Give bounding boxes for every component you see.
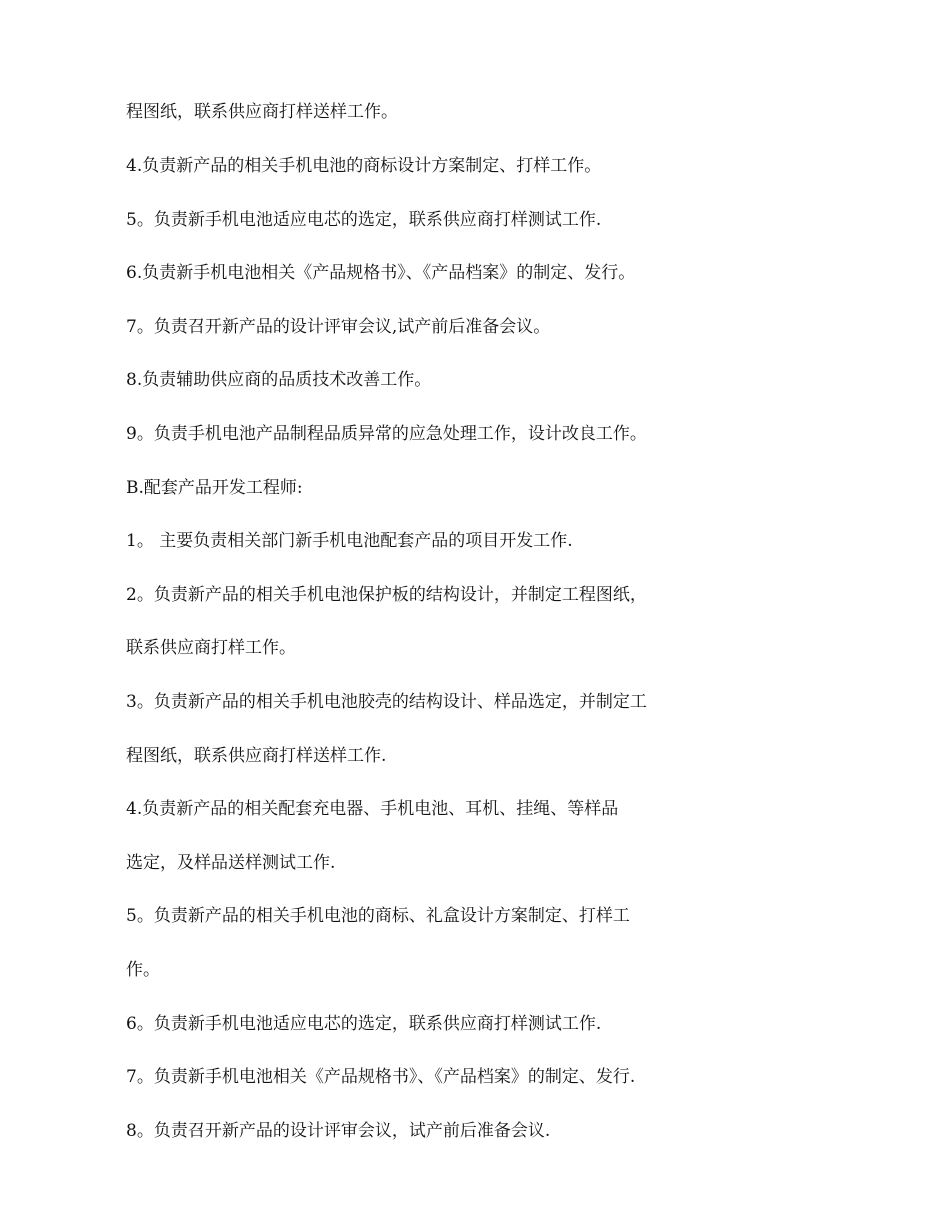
text-line: 联系供应商打样工作。: [126, 638, 296, 658]
text-line: 3。负责新产品的相关手机电池胶壳的结构设计、样品选定，并制定工: [126, 692, 647, 712]
text-line: 5。负责新产品的相关手机电池的商标、礼盒设计方案制定、打样工: [126, 906, 630, 926]
text-line: 1。 主要负责相关部门新手机电池配套产品的项目开发工作.: [126, 531, 573, 551]
text-line: 6.负责新手机电池相关《产品规格书》、《产品档案》的制定、发行。: [126, 263, 636, 283]
text-line: 7。负责新手机电池相关《产品规格书》、《产品档案》的制定、发行.: [126, 1067, 636, 1087]
text-line: 9。负责手机电池产品制程品质异常的应急处理工作，设计改良工作。: [126, 424, 647, 444]
text-line: 8。负责召开新产品的设计评审会议，试产前后准备会议.: [126, 1121, 551, 1141]
text-line: 程图纸，联系供应商打样送样工作。: [126, 102, 398, 122]
section-heading: B.配套产品开发工程师:: [126, 478, 303, 498]
text-line: 2。负责新产品的相关手机电池保护板的结构设计，并制定工程图纸，: [126, 585, 647, 605]
text-line: 4.负责新产品的相关配套充电器、手机电池、耳机、挂绳、等样品: [126, 799, 619, 819]
text-line: 4.负责新产品的相关手机电池的商标设计方案制定、打样工作。: [126, 156, 602, 176]
text-line: 选定，及样品送样测试工作.: [126, 853, 336, 873]
text-line: 6。负责新手机电池适应电芯的选定，联系供应商打样测试工作.: [126, 1014, 602, 1034]
text-line: 作。: [126, 960, 160, 980]
text-line: 7。负责召开新产品的设计评审会议,试产前后准备会议。: [126, 317, 551, 337]
text-line: 8.负责辅助供应商的品质技术改善工作。: [126, 370, 432, 390]
text-line: 5。负责新手机电池适应电芯的选定，联系供应商打样测试工作.: [126, 210, 602, 230]
text-line: 程图纸，联系供应商打样送样工作.: [126, 746, 387, 766]
